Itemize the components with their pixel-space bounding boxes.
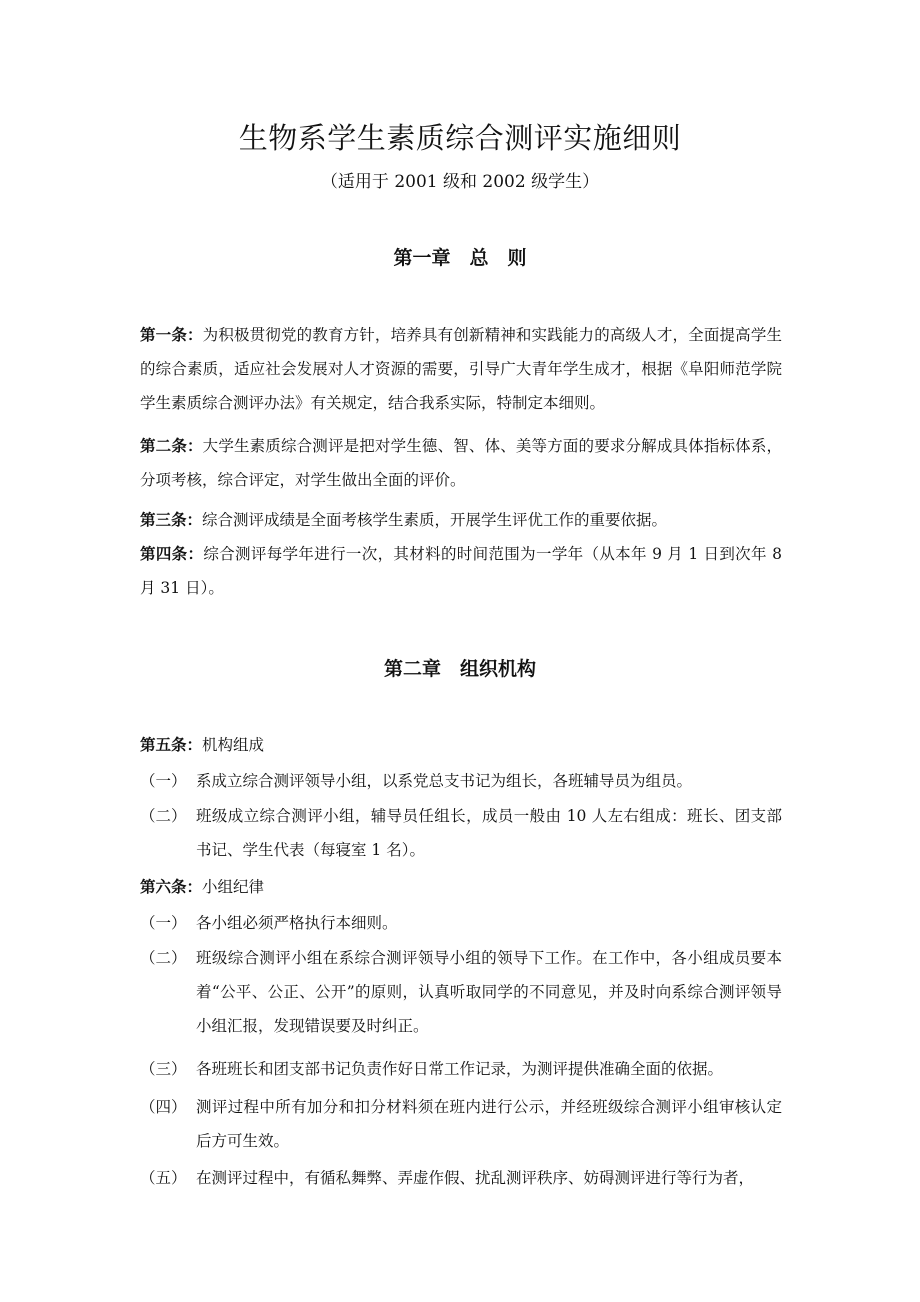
article-label: 第四条： bbox=[140, 545, 204, 563]
list-item bbox=[140, 799, 782, 867]
article-text: 综合测评成绩是全面考核学生素质，开展学生评优工作的重要依据。 bbox=[202, 511, 668, 529]
document-title: 生物系学生素质综合测评实施细则 bbox=[238, 121, 682, 155]
list-item bbox=[140, 1052, 782, 1086]
list-item bbox=[140, 941, 782, 1043]
article-text: 为积极贯彻党的教育方针，培养具有创新精神和实践能力的高级人才，全面提高学生的综合素质，适应社会发展对人才资源的需要，引导广大青年学生成才，根据《阜阳师范学院学生素质综合测评办法》有关规定，结合我系实际，特制定本细则。 bbox=[140, 326, 782, 412]
article-label: 第一条： bbox=[140, 326, 203, 344]
item-number: （五） bbox=[140, 1169, 187, 1187]
article-6 bbox=[140, 870, 782, 904]
item-number: （三） bbox=[140, 1060, 187, 1078]
item-text: 在测评过程中，有循私舞弊、弄虚作假、扰乱测评秩序、妨碍测评进行等行为者， bbox=[196, 1169, 755, 1187]
article-label: 第五条： bbox=[140, 736, 203, 754]
item-number: （一） bbox=[140, 914, 187, 932]
chapter-heading: 第一章 总 则 bbox=[393, 247, 527, 269]
item-text: 班级综合测评小组在系综合测评领导小组的领导下工作。在工作中，各小组成员要本着“公平、公正、公开”的原则，认真听取同学的不同意见，并及时向系综合测评领导小组汇报，发现错误要及时纠正。 bbox=[196, 949, 782, 1035]
article-5 bbox=[140, 728, 782, 762]
article-text: 小组纪律 bbox=[202, 878, 265, 896]
item-text: 班级成立综合测评小组，辅导员任组长，成员一般由 10 人左右组成：班长、团支部书记、学生代表（每寝室 1 名）。 bbox=[196, 807, 782, 859]
article-label: 第二条： bbox=[140, 437, 203, 455]
chapter-heading: 第二章 组织机构 bbox=[383, 658, 536, 680]
list-item bbox=[140, 764, 782, 798]
list-item bbox=[140, 1090, 782, 1158]
item-text: 测评过程中所有加分和扣分材料须在班内进行公示，并经班级综合测评小组审核认定后方可生效。 bbox=[196, 1098, 782, 1150]
article-1 bbox=[140, 318, 782, 420]
item-text: 系成立综合测评领导小组，以系党总支书记为组长，各班辅导员为组员。 bbox=[196, 772, 693, 790]
article-label: 第六条： bbox=[140, 878, 203, 896]
article-text: 大学生素质综合测评是把对学生德、智、体、美等方面的要求分解成具体指标体系，分项考核，综合评定，对学生做出全面的评价。 bbox=[140, 437, 782, 489]
item-text: 各班班长和团支部书记负责作好日常工作记录，为测评提供准确全面的依据。 bbox=[196, 1060, 724, 1078]
article-4 bbox=[140, 537, 782, 605]
article-3 bbox=[140, 503, 782, 537]
item-number: （一） bbox=[140, 772, 187, 790]
article-text: 机构组成 bbox=[202, 736, 265, 754]
list-item bbox=[140, 906, 782, 940]
item-number: （二） bbox=[140, 949, 187, 967]
article-text: 综合测评每学年进行一次，其材料的时间范围为一学年（从本年 9 月 1 日到次年 8 月 31 日）。 bbox=[140, 545, 782, 597]
item-number: （四） bbox=[140, 1098, 187, 1116]
list-item bbox=[140, 1161, 782, 1195]
item-text: 各小组必须严格执行本细则。 bbox=[196, 914, 398, 932]
article-2 bbox=[140, 429, 782, 497]
article-label: 第三条： bbox=[140, 511, 203, 529]
document-subtitle: （适用于 2001 级和 2002 级学生） bbox=[320, 172, 600, 192]
item-number: （二） bbox=[140, 807, 187, 825]
